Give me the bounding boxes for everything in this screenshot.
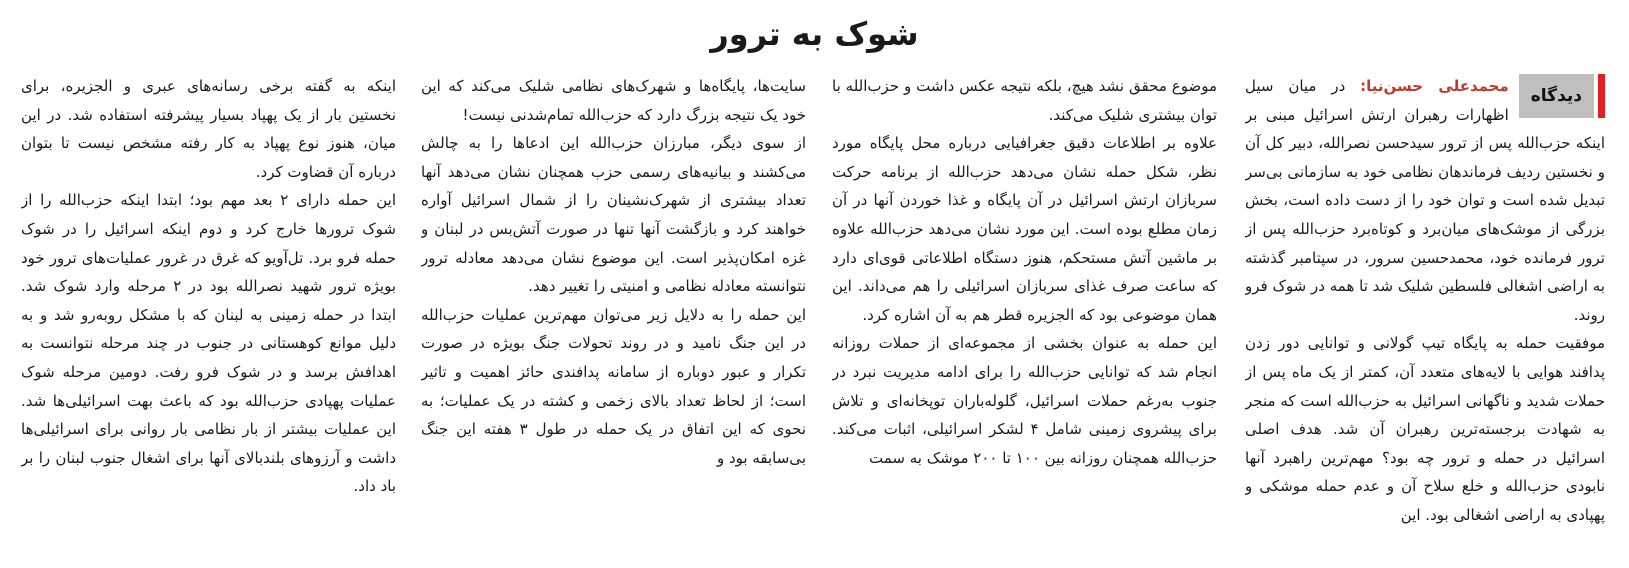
column-2-paragraph-2: علاوه بر اطلاعات دقیق جغرافیایی درباره محل پایگاه مورد نظر، شکل حمله نشان می‌دهد حزب‌الله از برنامه حرکت سربازان ارتش اسرائیل در آن پایگاه و غذا خوردن آنها در آن زمان مطلع بوده است. این مورد نشان می‌دهد حزب‌الله علاوه بر ماشین آتش مستحکم، هنوز دستگاه اطلاعاتی قوی‌ای دارد که ساعت صرف غذای سربازان اسرائیلی را هم می‌داند. این همان موضوعی بود که الجزیره قطر هم به آن اشاره کرد.	[832, 134, 1217, 324]
article-column-4	[21, 72, 396, 562]
column-4-paragraph-2: این حمله دارای ۲ بعد مهم بود؛ ابتدا اینکه حزب‌الله را از شوک ترورها خارج کرد و دوم اینکه اسرائیل را در شوک حمله فرو برد. تل‌آویو که غرق در غرور عملیات‌های ترور خود بویژه ترور شهید نصرالله بود در ۲ مرحله وارد شوک شد. ابتدا در حمله زمینی به لبنان که با مشکل روبه‌رو شد و به دلیل موانع کوهستانی در جنوب در چند مرحله نتوانست به اهدافش برسد و در شوک فرو رفت. دومین مرحله شوک عملیات پهپادی حزب‌الله بود که باعث بهت اسرائیلی‌ها شد. این عملیات بیشتر از بار نظامی بار روانی برای اسرائیلی‌ها داشت و آرزوهای بلندبالای آنها برای اشغال جنوب لبنان را بر باد داد.	[21, 191, 396, 496]
article-column-3	[421, 72, 806, 562]
article-headline: شوک به ترور	[710, 15, 919, 53]
column-3-paragraph-3: این حمله را به دلایل زیر می‌توان مهم‌ترین عملیات حزب‌الله در این جنگ نامید و در روند تحولات جنگ بویژه در صورت تکرار و عبور دوباره از سامانه پدافندی حائز اهمیت و تاثیر است؛ از لحاظ تعداد بالای زخمی و کشته در یک عملیات؛ به نحوی که این اتفاق در یک حمله در طول ۳ هفته این جنگ بی‌سابقه بود و	[421, 305, 806, 467]
rubric-box	[1519, 74, 1605, 118]
article-column-2	[832, 72, 1217, 562]
column-1-paragraph-1-text: در میان سیل اظهارات رهبران ارتش اسرائیل مبنی بر اینکه حزب‌الله پس از ترور سیدحسن نصرالله، دبیر کل آن و نخستین ردیف فرماندهان نظامی خود به سازمانی بی‌سر تبدیل شده است و توان خود را از دست داده است، بخش بزرگی از موشک‌های میان‌برد و کوتاه‌برد حزب‌الله پس از ترور فرمانده خود، محمدحسین سرور، در سپتامبر گذشته به اراضی اشغالی فلسطین شلیک شد تا همه در شوک فرو روند.	[1245, 77, 1605, 324]
column-4-paragraph-1: اینکه به گفته برخی رسانه‌های عبری و الجزیره، برای نخستین بار از یک پهپاد بسیار پیشرفته استفاده شد. در این میان، هنوز نوع پهپاد به کار رفته مشخص نیست تا بتوان درباره آن قضاوت کرد.	[21, 77, 396, 181]
column-3-paragraph-1: سایت‌ها، پایگاه‌ها و شهرک‌های نظامی شلیک می‌کند که این خود یک نتیجه بزرگ دارد که حزب‌الله تمام‌شدنی نیست!	[421, 77, 806, 124]
column-3-paragraph-2: از سوی دیگر، مبارزان حزب‌الله این ادعاها را به چالش می‌کشند و بیانیه‌های رسمی حزب همچنان نشان می‌دهد آنها تعداد بیشتری از شهرک‌نشینان را از شمال اسرائیل آواره خواهند کرد و بازگشت آنها تنها در صورت آتش‌بس در لبنان و غزه امکان‌پذیر است. این موضوع نشان می‌دهد معادله ترور نتوانسته معادله نظامی و امنیتی را تغییر دهد.	[421, 134, 806, 296]
column-2-paragraph-3: این حمله به عنوان بخشی از مجموعه‌ای از حملات روزانه انجام شد که توانایی حزب‌الله را برای ادامه مدیریت نبرد در جنوب به‌رغم حملات اسرائیل، گلوله‌باران توپخانه‌ای و تلاش برای پیشروی زمینی شامل ۴ لشکر اسرائیلی، اثبات می‌کند. حزب‌الله همچنان روزانه بین ۱۰۰ تا ۲۰۰ موشک به سمت	[832, 334, 1217, 467]
author-name: محمدعلی حسن‌نیا:	[1360, 77, 1509, 95]
column-2-paragraph-1: موضوع محقق نشد هیچ، بلکه نتیجه عکس داشت و حزب‌الله با توان بیشتری شلیک می‌کند.	[832, 77, 1217, 124]
article-column-1	[1245, 72, 1605, 562]
column-1-paragraph-2: موفقیت حمله به پایگاه تیپ گولانی و توانایی دور زدن پدافند هوایی با لایه‌های متعدد آن، کمتر از یک ماه پس از حملات شدید و ناگهانی اسرائیل به حزب‌الله است که منجر به شهادت برجسته‌ترین رهبران آن شد. هدف اصلی اسرائیل در حمله و ترور چه بود؟ مهم‌ترین راهبرد آنها نابودی حزب‌الله و خلع سلاح آن و عدم حمله موشکی و پهپادی به اراضی اشغالی بود. این	[1245, 334, 1605, 524]
rubric-label: دیدگاه	[1519, 74, 1594, 118]
rubric-accent-bar	[1598, 74, 1605, 118]
